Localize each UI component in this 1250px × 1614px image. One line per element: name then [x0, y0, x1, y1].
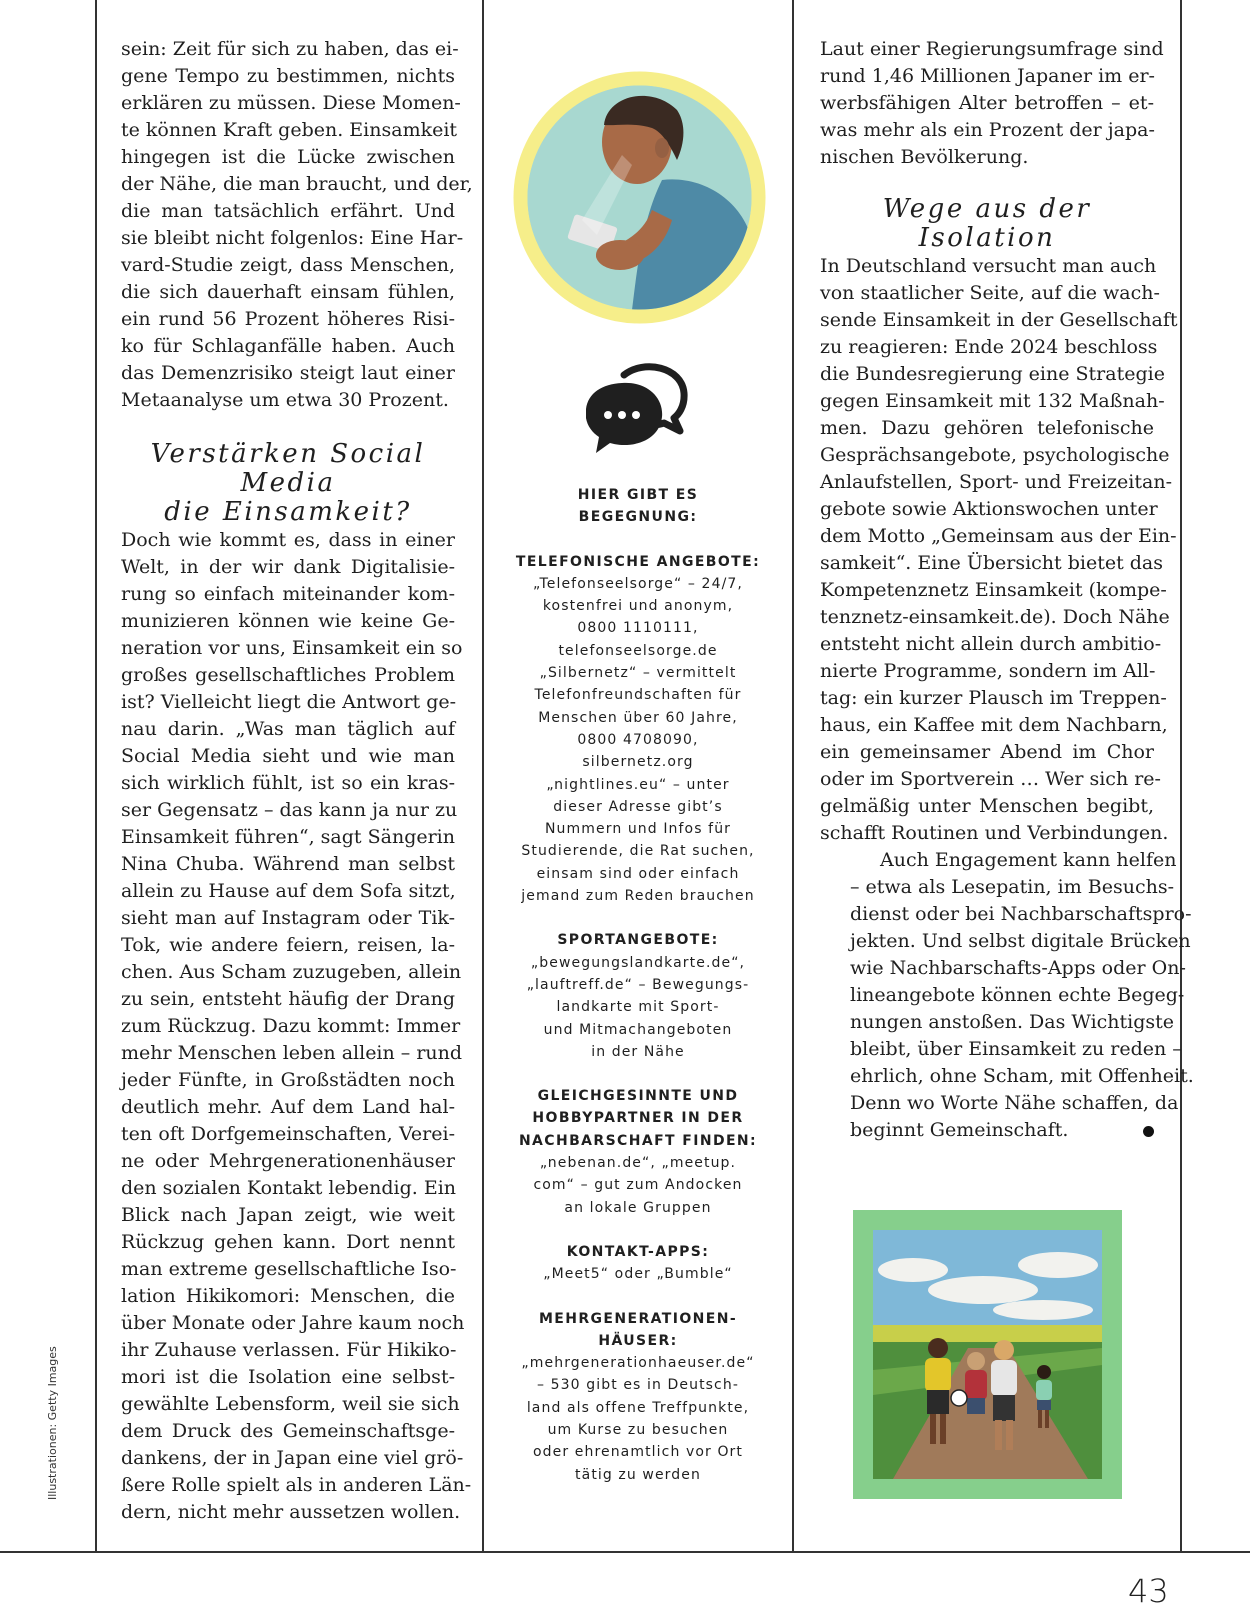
page-number: 43 [1128, 1572, 1169, 1610]
text-line: die Bundesregierung eine Strategie [820, 363, 1165, 385]
text-line: oder im Sportverein … Wer sich re- [820, 768, 1161, 790]
text-line: ten oft Dorfgemeinschaften, Verei- [121, 1123, 455, 1145]
text-line: Rückzug gehen kann. Dort nennt [121, 1231, 455, 1253]
text-line: zu sein, entsteht häufig der Drang [121, 988, 455, 1010]
text-line: Gesprächsangebote, psychologische [820, 444, 1170, 466]
text-line: ein rund 56 Prozent höheres Risi- [121, 308, 455, 330]
text-line: sende Einsamkeit in der Gesellschaft [820, 309, 1178, 331]
text-line: erklären zu müssen. Diese Momen- [121, 92, 461, 114]
info-box-item-line: tätig zu werden [575, 1466, 701, 1483]
info-box-item-heading: SPORTANGEBOTE: [557, 932, 719, 949]
text-line: – etwa als Lesepatin, im Besuchs- [850, 876, 1174, 898]
text-line: men. Dazu gehören telefonische [820, 417, 1154, 439]
info-box-item-line: Nummern und Infos für [544, 821, 732, 838]
text-line: Anlaufstellen, Sport- und Freizeitan- [820, 471, 1172, 493]
text-line: das Demenzrisiko steigt laut einer [121, 362, 455, 384]
article-paragraph [121, 36, 473, 414]
info-box-item-heading: TELEFONISCHE ANGEBOTE: [515, 553, 761, 570]
info-box-item [508, 1308, 768, 1486]
article-column-3 [820, 36, 1194, 1144]
text-line: vard-Studie zeigt, dass Menschen, [121, 254, 455, 276]
text-line: te können Kraft geben. Einsamkeit [121, 119, 458, 141]
text-line: der Nähe, die man braucht, und der, [121, 173, 473, 195]
text-line: von staatlicher Seite, auf die wach- [820, 282, 1160, 304]
text-line: lation Hikikomori: Menschen, die [121, 1285, 455, 1307]
text-line: Auch Engagement kann helfen [880, 849, 1177, 871]
heading-line: Verstärken Social Media [150, 439, 426, 498]
text-line: gene Tempo zu bestimmen, nichts [121, 65, 455, 87]
end-dot-icon [1143, 1126, 1154, 1137]
info-box-item-heading: HOBBYPARTNER IN DER [532, 1110, 744, 1127]
text-line: munizieren können wie keine Ge- [121, 610, 455, 632]
info-box-title-line: HIER GIBT ES [577, 487, 699, 503]
text-line: tenznetz-einsamkeit.de). Doch Nähe [820, 606, 1170, 628]
text-line: ko für Schlaganfälle haben. Auch [121, 335, 455, 357]
info-box-item-line: landkarte mit Sport- [556, 999, 720, 1016]
text-line: mori ist die Isolation eine selbst- [121, 1366, 455, 1388]
text-line: beginnt Gemeinschaft. [820, 1117, 1154, 1144]
text-line: was mehr als ein Prozent der japa- [820, 119, 1155, 141]
text-line: sein: Zeit für sich zu haben, das ei- [121, 38, 459, 60]
text-line: samkeit“. Eine Übersicht bietet das [820, 552, 1163, 574]
info-box-item-line: oder ehrenamtlich vor Ort [532, 1444, 744, 1461]
text-line: dienst oder bei Nachbarschaftspro- [850, 903, 1192, 925]
text-line: nau darin. „Was man täglich auf [121, 718, 455, 740]
info-box-item-line: „nightlines.eu“ – unter [546, 776, 730, 793]
info-box-item-line: Telefonfreundschaften für [534, 687, 742, 704]
text-line: jeder Fünfte, in Großstädten noch [121, 1069, 455, 1091]
text-line: zu reagieren: Ende 2024 beschloss [820, 336, 1158, 358]
column-rule-left [95, 0, 97, 1552]
text-line: nungen anstoßen. Das Wichtigste [850, 1011, 1175, 1033]
text-line: bleibt, über Einsamkeit zu reden – [850, 1038, 1182, 1060]
info-box-item [508, 1085, 768, 1219]
text-line: neration vor uns, Einsamkeit ein so [121, 637, 463, 659]
article-paragraph [820, 253, 1178, 847]
text-line: deutlich mehr. Auf dem Land hal- [121, 1096, 455, 1118]
text-line: ne oder Mehrgenerationenhäuser [121, 1150, 455, 1172]
text-line: jekten. Und selbst digitale Brücken [850, 930, 1191, 952]
text-line: man extreme gesellschaftliche Iso- [121, 1258, 457, 1280]
text-line: dern, nicht mehr aussetzen wollen. [121, 1501, 461, 1523]
person-with-phone-illustration [512, 70, 767, 325]
text-line: mehr Menschen leben allein – rund [121, 1042, 463, 1064]
text-line: ihr Zuhause verlassen. Für Hikiko- [121, 1339, 457, 1361]
text-line: sich wirklich fühlt, ist so ein kras- [121, 772, 455, 794]
info-box-item [508, 1241, 768, 1286]
text-line: großes gesellschaftliches Problem [121, 664, 455, 686]
chat-bubbles-icon [586, 363, 690, 458]
column-rule-center-right [792, 0, 794, 1552]
text-line: ser Gegensatz – das kann ja nur zu [121, 799, 458, 821]
info-box [508, 484, 768, 1508]
text-line: rund 1,46 Millionen Japaner im er- [820, 65, 1155, 87]
illustration-credit: Illustrationen: Getty Images [46, 1346, 59, 1500]
info-box-item-line: – 530 gibt es in Deutsch- [537, 1377, 739, 1394]
text-line: entsteht nicht allein durch ambitio- [820, 633, 1162, 655]
text-line: wie Nachbarschafts-Apps oder On- [850, 957, 1186, 979]
info-box-item-line: an lokale Gruppen [564, 1199, 712, 1216]
article-paragraph [820, 36, 1164, 171]
info-box-item-line: und Mitmachangeboten [543, 1021, 733, 1038]
text-line: Denn wo Worte Nähe schaffen, da [850, 1092, 1179, 1114]
text-line: tag: ein kurzer Plausch im Treppen- [820, 687, 1167, 709]
info-box-item-line: um Kurse zu besuchen [547, 1421, 729, 1438]
info-box-item-line: „Meet5“ oder „Bumble“ [543, 1266, 733, 1283]
section-heading [820, 195, 1154, 253]
info-box-item-line: „nebenan.de“, „meetup. [539, 1155, 737, 1172]
info-box-item-heading: HÄUSER: [598, 1332, 678, 1349]
info-box-item-line: „Silbernetz“ – vermittelt [539, 665, 737, 682]
article-paragraph-final [820, 847, 1194, 1144]
info-box-item-line: 0800 1110111, [577, 620, 699, 637]
info-box-item-heading: GLEICHGESINNTE UND [537, 1088, 739, 1105]
heading-line: die Einsamkeit? [164, 497, 412, 527]
info-box-title [508, 484, 768, 529]
info-box-title-line: BEGEGNUNG: [578, 509, 698, 526]
info-box-item-heading: NACHBARSCHAFT FINDEN: [518, 1132, 758, 1149]
text-line: ßere Rolle spielt als in anderen Län- [121, 1474, 472, 1496]
text-line: ehrlich, ohne Scham, mit Offenheit. [850, 1065, 1194, 1087]
text-line: Tok, wie andere feiern, reisen, la- [121, 934, 455, 956]
text-line: gebote sowie Aktionswochen unter [820, 498, 1158, 520]
section-heading [121, 440, 455, 527]
text-line: werbsfähigen Alter betroffen – et- [820, 92, 1154, 114]
info-box-item-line: „Telefonseelsorge“ – 24/7, [533, 575, 743, 592]
info-box-item-line: „lauftreff.de“ – Bewegungs- [526, 976, 750, 993]
info-box-item-heading: KONTAKT-APPS: [566, 1243, 710, 1260]
text-line: Doch wie kommt es, dass in einer [121, 529, 455, 551]
text-line: Blick nach Japan zeigt, wie weit [121, 1204, 455, 1226]
info-box-item-line: einsam sind oder einfach [536, 865, 740, 882]
heading-line: Wege aus der Isolation [882, 194, 1092, 253]
article-column-1 [121, 36, 473, 1526]
text-line: dem Druck des Gemeinschaftsge- [121, 1420, 455, 1442]
info-box-item-line: land als offene Treffpunkte, [526, 1399, 750, 1416]
text-line: In Deutschland versucht man auch [820, 255, 1157, 277]
text-line: rung so einfach miteinander kom- [121, 583, 455, 605]
text-line: chen. Aus Scham zuzugeben, allein [121, 961, 462, 983]
text-line: den sozialen Kontakt lebendig. Ein [121, 1177, 457, 1199]
info-box-item-line: kostenfrei und anonym, [542, 598, 734, 615]
text-line: Laut einer Regierungsumfrage sind [820, 38, 1164, 60]
info-box-item-line: silbernetz.org [582, 754, 694, 771]
text-line: sieht man auf Instagram oder Tik- [121, 907, 455, 929]
text-line: schafft Routinen und Verbindungen. [820, 822, 1169, 844]
text-line: gegen Einsamkeit mit 132 Maßnah- [820, 390, 1165, 412]
info-box-item-line: dieser Adresse gibt’s [553, 798, 723, 815]
info-box-item-line: in der Nähe [591, 1043, 685, 1060]
info-box-item-line: Menschen über 60 Jahre, [538, 709, 738, 726]
info-box-item-heading: MEHRGENERATIONEN- [538, 1310, 738, 1327]
text-line: hingegen ist die Lücke zwischen [121, 146, 455, 168]
family-walking-illustration [853, 1210, 1122, 1499]
text-line: dem Motto „Gemeinsam aus der Ein- [820, 525, 1177, 547]
text-line: Social Media sieht und wie man [121, 745, 455, 767]
info-box-item-line: telefonseelsorge.de [558, 642, 718, 659]
text-line: nierte Programme, sondern im All- [820, 660, 1156, 682]
text-line: nischen Bevölkerung. [820, 146, 1029, 168]
info-box-item-line: 0800 4708090, [577, 731, 699, 748]
column-rule-center-left [482, 0, 484, 1552]
text-line: gewählte Lebensform, weil sie sich [121, 1393, 460, 1415]
info-box-item [508, 929, 768, 1063]
page-bottom-rule [0, 1551, 1250, 1553]
text-line: ist? Vielleicht liegt die Antwort ge- [121, 691, 457, 713]
text-line: Einsamkeit führen“, sagt Sängerin [121, 826, 455, 848]
text-line: die sich dauerhaft einsam fühlen, [121, 281, 455, 303]
text-line: sie bleibt nicht folgenlos: Eine Har- [121, 227, 464, 249]
text-line: Nina Chuba. Während man selbst [121, 853, 455, 875]
text-line: allein zu Hause auf dem Sofa sitzt, [121, 880, 456, 902]
info-box-item-line: jemand zum Reden brauchen [521, 888, 755, 905]
text-line: haus, ein Kaffee mit dem Nachbarn, [820, 714, 1168, 736]
text-line: Kompetenznetz Einsamkeit (kompe- [820, 579, 1167, 601]
text-line: die man tatsächlich erfährt. Und [121, 200, 455, 222]
text-line: ein gemeinsamer Abend im Chor [820, 741, 1154, 763]
text-line: gelmäßig unter Menschen begibt, [820, 795, 1154, 817]
article-paragraph [121, 527, 472, 1526]
text-line: über Monate oder Jahre kaum noch [121, 1312, 465, 1334]
text-line: Welt, in der wir dank Digitalisie- [121, 556, 455, 578]
info-box-item-line: „mehrgenerationhaeuser.de“ [521, 1355, 755, 1372]
column-rule-right [1180, 0, 1182, 1552]
text-line: Metaanalyse um etwa 30 Prozent. [121, 389, 449, 411]
text-line: zum Rückzug. Dazu kommt: Immer [121, 1015, 461, 1037]
info-box-item-line: Studierende, die Rat suchen, [521, 843, 755, 860]
info-box-item [508, 551, 768, 908]
text-line: lineangebote können echte Begeg- [850, 984, 1185, 1006]
text-line: dankens, der in Japan eine viel grö- [121, 1447, 464, 1469]
info-box-item-line: „bewegungslandkarte.de“, [530, 954, 746, 971]
info-box-item-line: com“ – gut zum Andocken [533, 1177, 743, 1194]
info-box-list [508, 551, 768, 1486]
